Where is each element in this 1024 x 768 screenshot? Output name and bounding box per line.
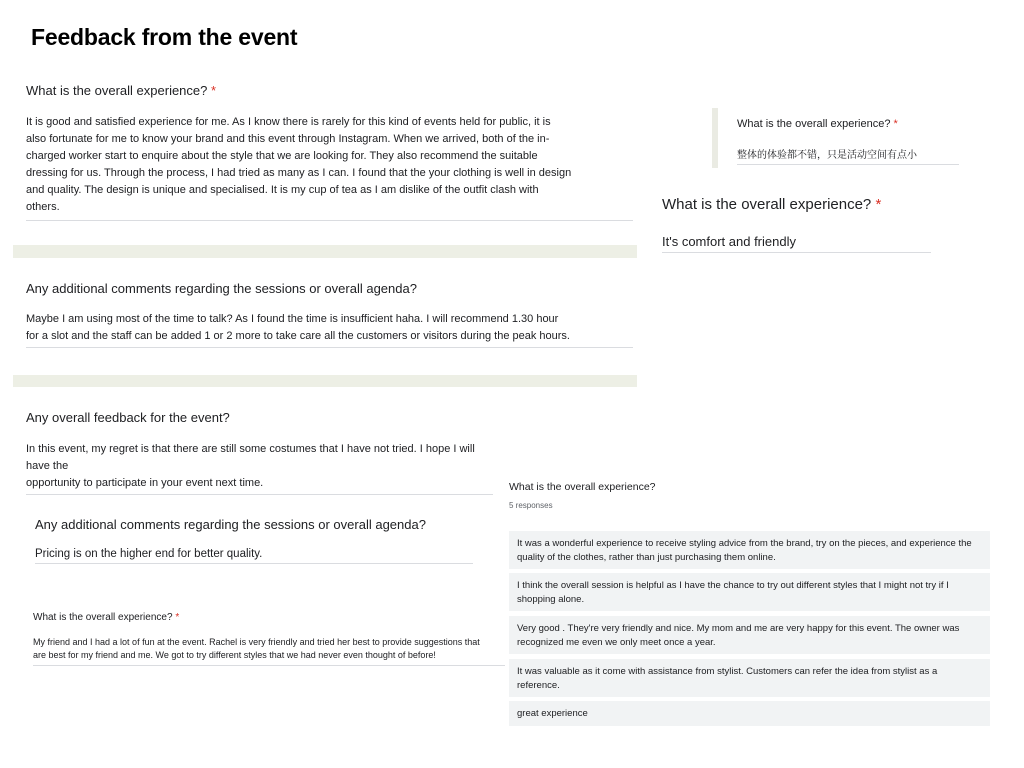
required-asterisk: * (875, 196, 882, 213)
response-text: It's comfort and friendly (662, 234, 931, 253)
page-title: Feedback from the event (31, 24, 298, 50)
response-count: 5 responses (509, 501, 553, 510)
response-text: My friend and I had a lot of fun at the event. Rachel is very friendly and tried her best to provide suggestions that are best for my friend and me. We got to try different styles that we had never even thought of before! (33, 636, 505, 666)
question-title: What is the overall experience? * (737, 118, 898, 130)
response-text: Maybe I am using most of the time to talk? As I found the time is insufficient haha. I will recommend 1.30 hour for a slot and the staff can be added 1 or 2 more to take care all the customers or visitors during the peak hours. (26, 311, 633, 348)
response-card: It was valuable as it come with assistance from stylist. Customers can refer the idea from stylist as a reference. (509, 659, 990, 697)
response-text: In this event, my regret is that there are still some costumes that I have not tried. I hope I will have the opportunity to participate in your event next time. (26, 441, 493, 495)
card-accent-bar (712, 108, 718, 168)
required-asterisk: * (211, 83, 217, 98)
summary-question-title: What is the overall experience? (509, 481, 656, 493)
section-divider (13, 245, 637, 258)
response-card: I think the overall session is helpful as I have the chance to try out different styles that I might not try if I shopping alone. (509, 573, 990, 611)
question-title: Any additional comments regarding the sessions or overall agenda? (26, 281, 417, 296)
response-card: great experience (509, 701, 990, 726)
question-title: What is the overall experience? * (662, 196, 882, 213)
required-asterisk: * (175, 612, 180, 623)
question-title: Any additional comments regarding the sessions or overall agenda? (35, 517, 426, 532)
response-text: Pricing is on the higher end for better quality. (35, 548, 473, 564)
section-divider (13, 375, 637, 387)
question-title: What is the overall experience? * (26, 83, 217, 98)
response-card: It was a wonderful experience to receive styling advice from the brand, try on the pieces, and experience the quality of the clothes, rather than just purchasing them online. (509, 531, 990, 569)
response-card: Very good . They're very friendly and nice. My mom and me are very happy for this event. The owner was recognized me even we only meet once a year. (509, 616, 990, 654)
response-text: 整体的体验都不错，只是活动空间有点小 (737, 146, 959, 165)
required-asterisk: * (893, 118, 898, 130)
question-title: What is the overall experience? * (33, 612, 180, 623)
response-text: It is good and satisfied experience for me. As I know there is rarely for this kind of events held for public, it is also fortunate for me to know your brand and this event through Instagram. When we arrived, both of the in- charged worker start to enquire about the style that we are looking for. They also recommend the suitable dressing for us. Through the process, I had tried as many as I can. I found that the your clothing is well in design and quality. The design is unique and specialised. It is my cup of tea as I am dislike of the outfit clash with others. (26, 114, 633, 221)
question-title: Any overall feedback for the event? (26, 410, 230, 425)
